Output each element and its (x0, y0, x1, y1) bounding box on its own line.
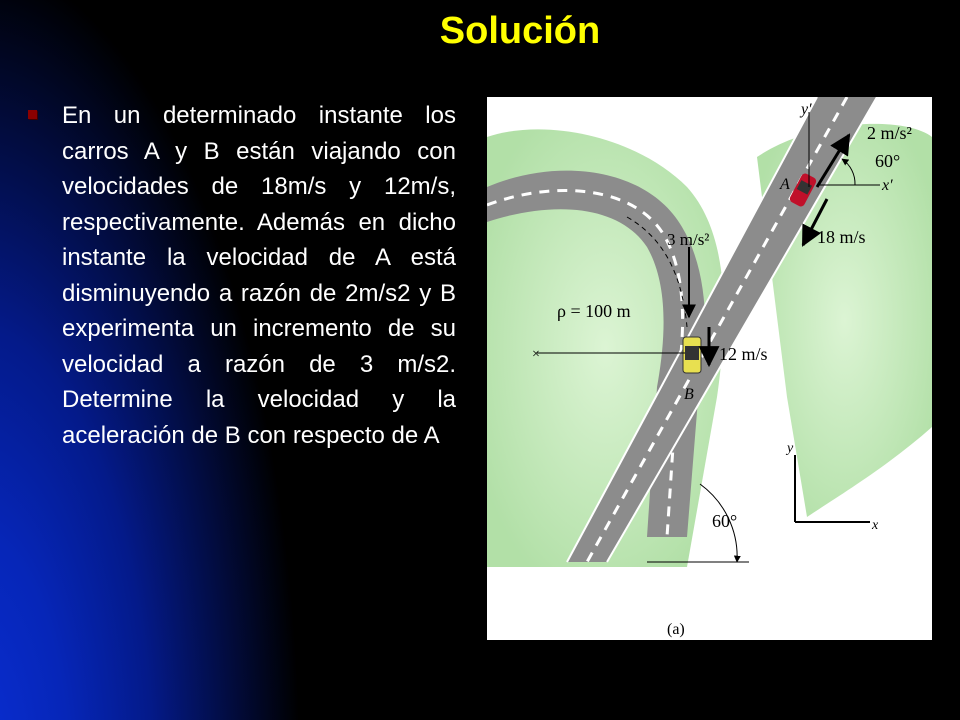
a-accel-label: 2 m/s² (867, 123, 912, 143)
b-accel-label: 3 m/s² (667, 230, 710, 249)
rho-label: ρ = 100 m (557, 301, 631, 321)
bullet-text: En un determinado instante los carros A y B están viajando con velocidades de 18m/s y 12m/s, respectivamente. Además en dicho instante la velocidad de A está disminuyendo a razón de 2m/s2 y B experimenta un incremento de su velocidad a razón de 3 m/s2. Determine la velocidad y la aceleración de B con respecto de A (62, 102, 456, 449)
slide-title: Solución (439, 10, 601, 52)
x-prime-label: x′ (882, 177, 893, 194)
car-b-label: B (684, 386, 694, 403)
angle-top-label: 60° (875, 151, 901, 171)
angle-bottom-label: 60° (712, 511, 738, 531)
figure-caption: (a) (667, 621, 685, 638)
bullet-marker-icon (28, 110, 37, 119)
road-diagram (487, 97, 932, 640)
svg-text:×: × (532, 347, 540, 362)
b-speed-label: 12 m/s (719, 344, 768, 364)
y-axis-label: y (787, 441, 794, 456)
car-b-icon (683, 337, 701, 373)
a-speed-label: 18 m/s (817, 227, 866, 247)
x-axis-label: x (872, 518, 879, 533)
y-prime-label: y′ (801, 101, 812, 118)
car-a-label: A (780, 176, 790, 193)
problem-figure (487, 97, 932, 640)
